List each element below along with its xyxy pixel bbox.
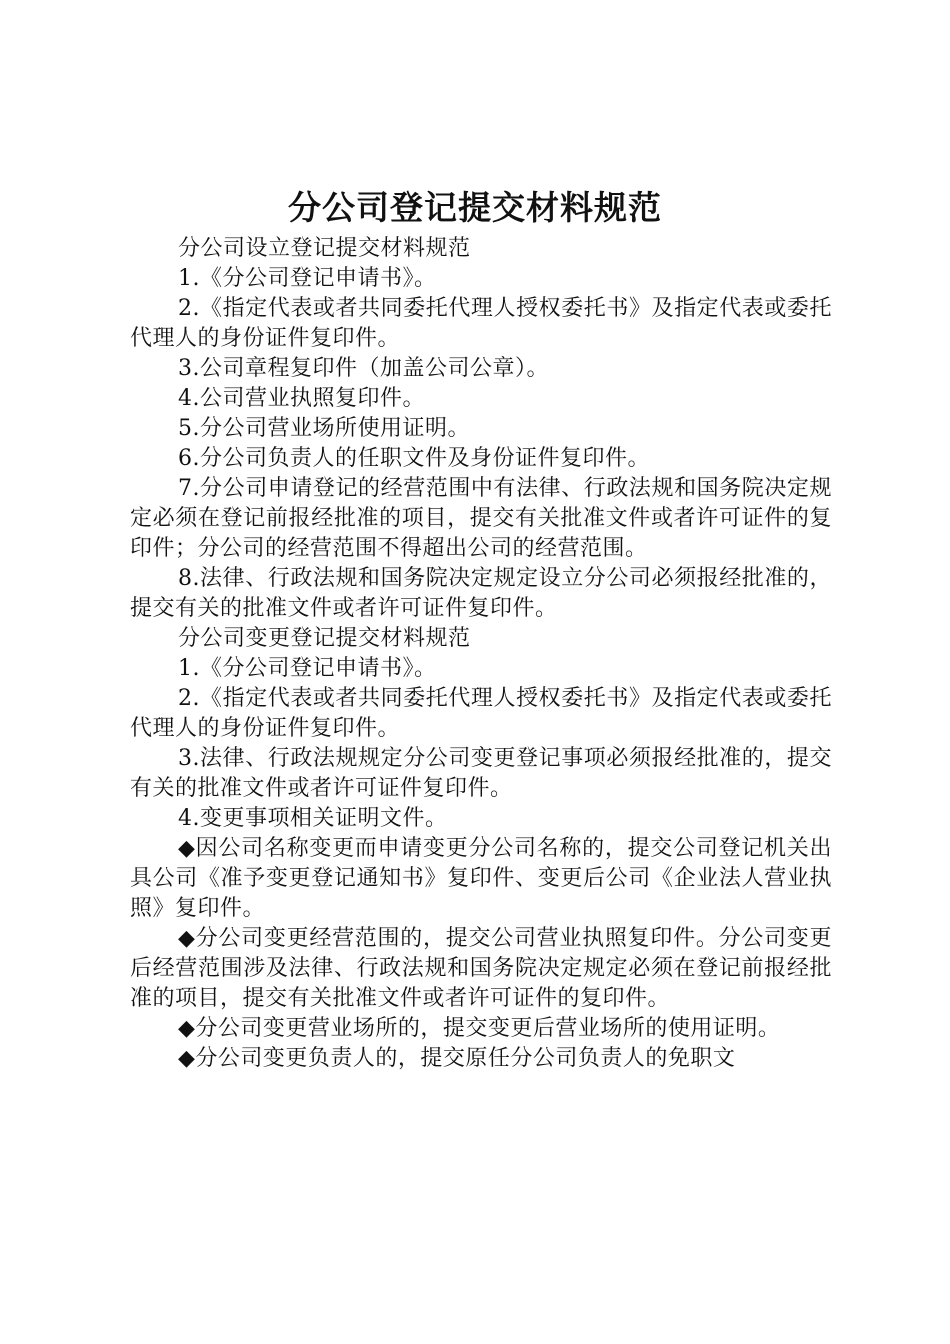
bullet-item: ◆分公司变更负责人的，提交原任分公司负责人的免职文 [178, 1046, 736, 1071]
list-item: 1.《分公司登记申请书》。 [178, 656, 437, 681]
list-item: 8.法律、行政法规和国务院决定规定设立分公司必须报经批准的，提交有关的批准文件或者许可证件复印件。 [130, 566, 832, 621]
section-heading-establishment: 分公司设立登记提交材料规范 [178, 236, 471, 261]
list-item: 3.公司章程复印件（加盖公司公章）。 [178, 356, 549, 381]
document-title: 分公司登记提交材料规范 [288, 188, 662, 227]
document-body [130, 234, 832, 1074]
list-item: 2.《指定代表或者共同委托代理人授权委托书》及指定代表或委托代理人的身份证件复印件。 [130, 296, 832, 351]
list-item: 3.法律、行政法规规定分公司变更登记事项必须报经批准的，提交有关的批准文件或者许可证件复印件。 [130, 746, 832, 801]
list-item: 4.变更事项相关证明文件。 [178, 806, 448, 831]
bullet-item: ◆因公司名称变更而申请变更分公司名称的，提交公司登记机关出具公司《准予变更登记通知书》复印件、变更后公司《企业法人营业执照》复印件。 [130, 836, 832, 921]
list-item: 2.《指定代表或者共同委托代理人授权委托书》及指定代表或委托代理人的身份证件复印件。 [130, 686, 832, 741]
list-item: 4.公司营业执照复印件。 [178, 386, 425, 411]
list-item: 7.分公司申请登记的经营范围中有法律、行政法规和国务院决定规定必须在登记前报经批准的项目，提交有关批准文件或者许可证件的复印件；分公司的经营范围不得超出公司的经营范围。 [130, 476, 832, 561]
list-item: 6.分公司负责人的任职文件及身份证件复印件。 [178, 446, 650, 471]
list-item: 5.分公司营业场所使用证明。 [178, 416, 470, 441]
bullet-item: ◆分公司变更经营范围的，提交公司营业执照复印件。分公司变更后经营范围涉及法律、行政法规和国务院决定规定必须在登记前报经批准的项目，提交有关批准文件或者许可证件的复印件。 [130, 926, 832, 1011]
bullet-item: ◆分公司变更营业场所的，提交变更后营业场所的使用证明。 [178, 1016, 781, 1041]
list-item: 1.《分公司登记申请书》。 [178, 266, 437, 291]
section-heading-change: 分公司变更登记提交材料规范 [178, 626, 471, 651]
